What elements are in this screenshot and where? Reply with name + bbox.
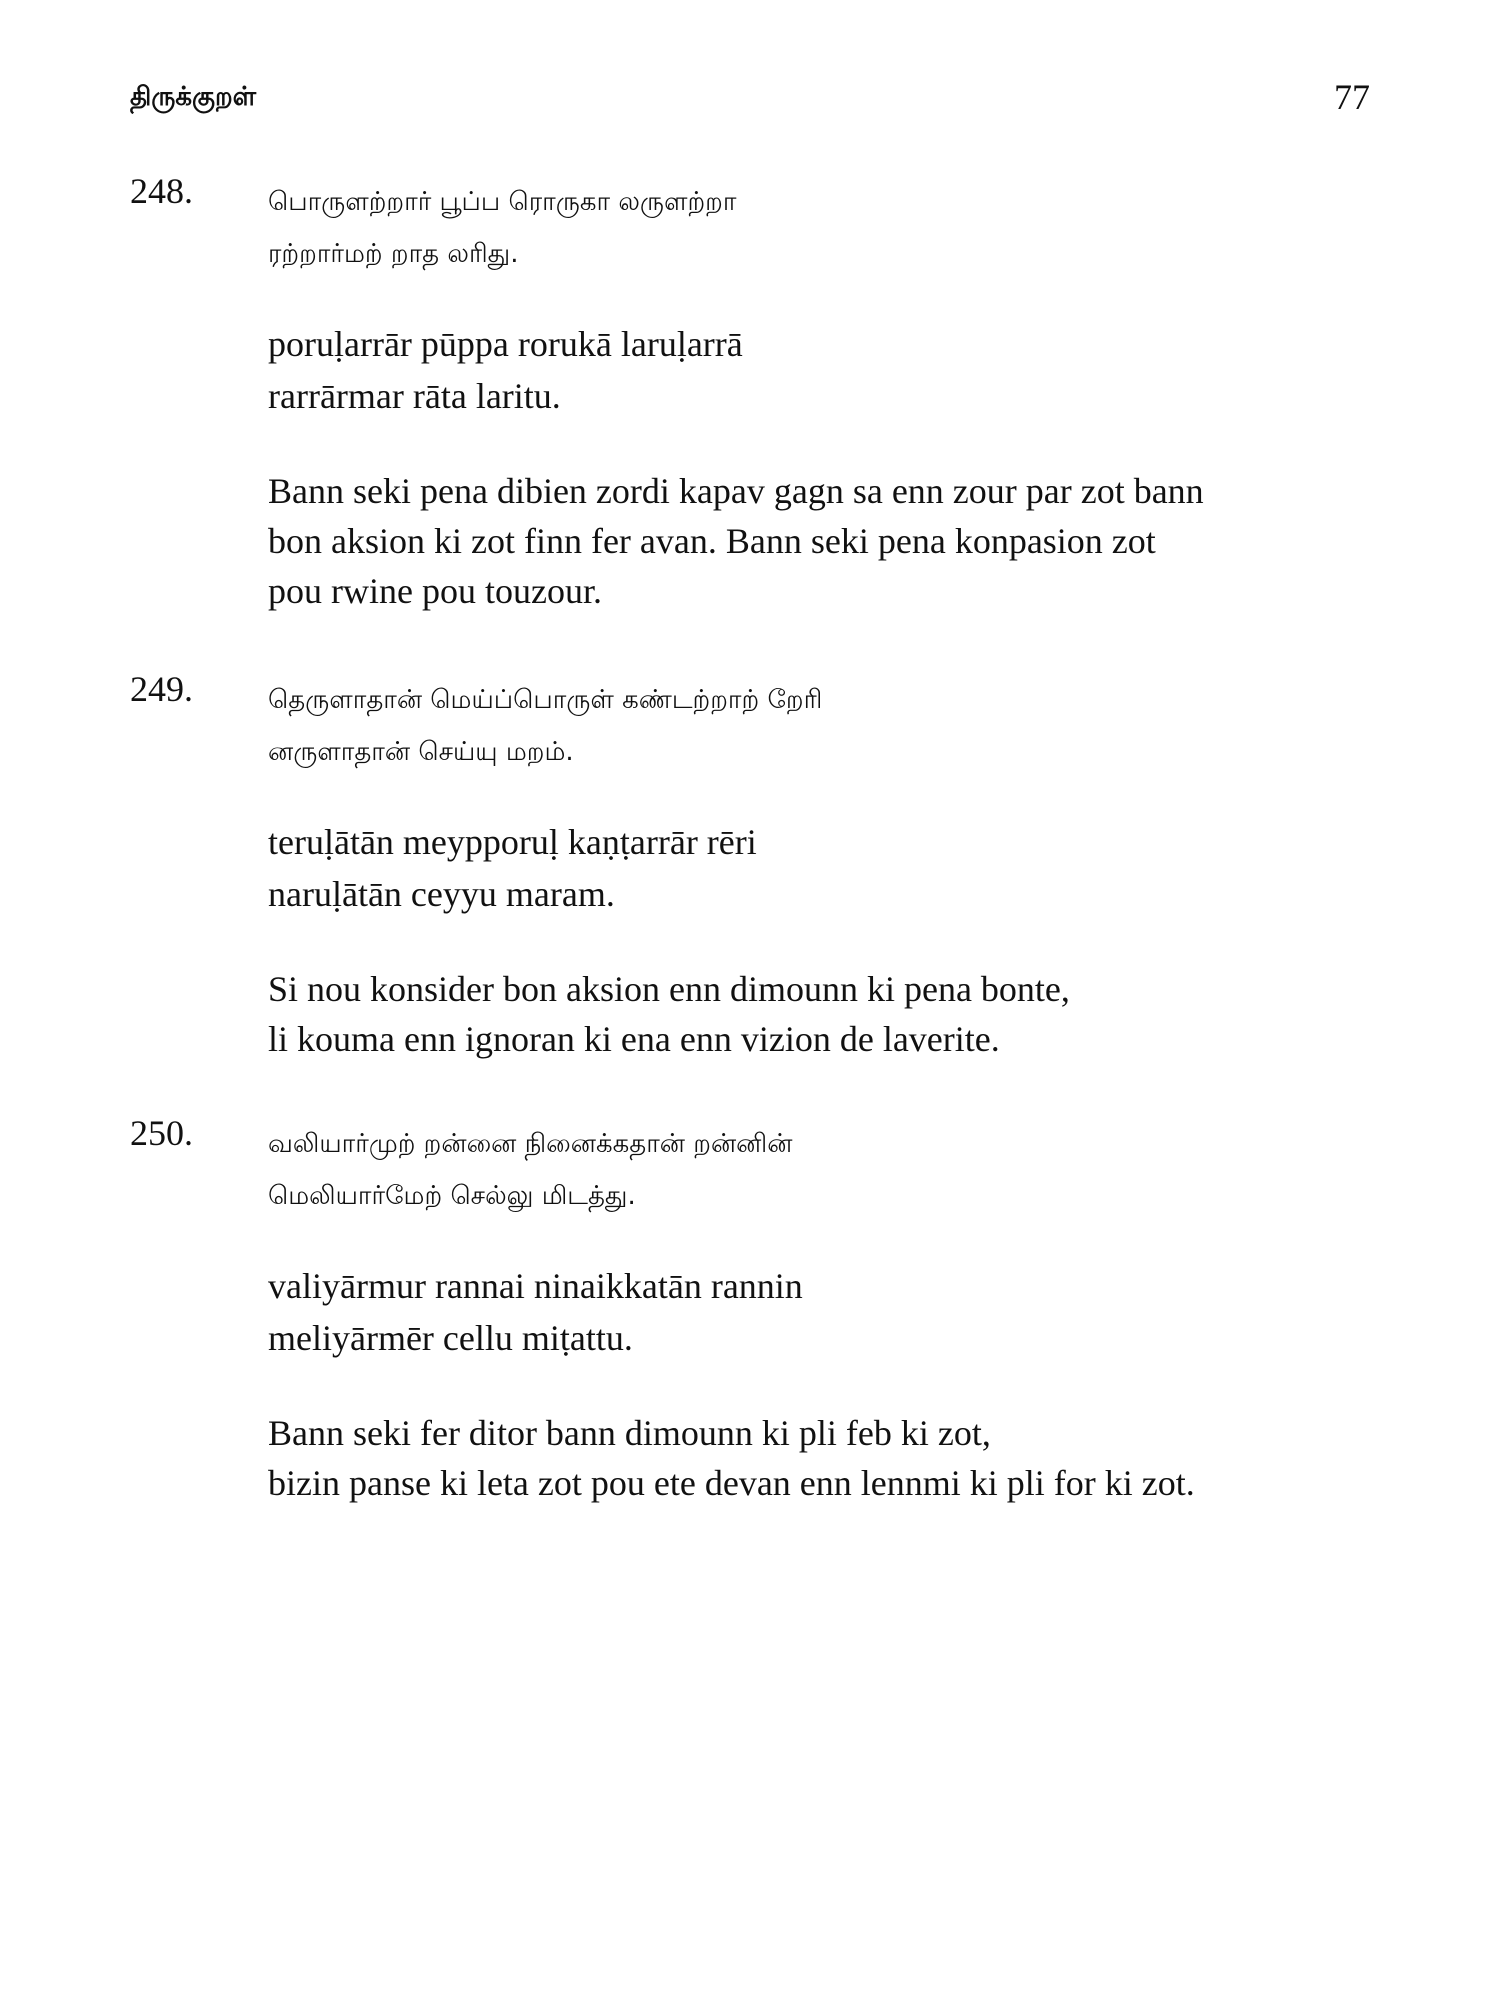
translit-line: teruḷātān meypporuḷ kaṇṭarrār rēri [268, 822, 757, 862]
translation-line: Bann seki fer ditor bann dimounn ki pli feb ki zot, [268, 1413, 991, 1453]
translation [268, 1408, 1378, 1508]
translation-line: Si nou konsider bon aksion enn dimounn ki pena bonte, [268, 969, 1070, 1009]
tamil-line: பொருளற்றார் பூப்ப ரொருகா லருளற்றா [268, 187, 737, 217]
tamil-couplet [268, 1118, 1378, 1222]
verse-number: 248. [130, 171, 193, 211]
tamil-line: மெலியார்மேற் செல்லு மிடத்து. [268, 1181, 636, 1211]
verse-number: 249. [130, 669, 193, 709]
tamil-couplet [268, 176, 1378, 280]
translation-line: pou rwine pou touzour. [268, 571, 602, 611]
transliteration [268, 318, 1378, 422]
translit-line: naruḷātān ceyyu maram. [268, 874, 615, 914]
tamil-line: னருளாதான் செய்யு மறம். [268, 737, 574, 767]
translit-line: rarrārmar rāta laritu. [268, 376, 561, 416]
running-header-title: திருக்குறள் [130, 82, 257, 112]
transliteration [268, 1260, 1378, 1364]
tamil-line: ரற்றார்மற் றாத லரிது. [268, 239, 519, 269]
translit-line: valiyārmur rannai ninaikkatān rannin [268, 1266, 803, 1306]
tamil-couplet [268, 674, 1378, 778]
translation [268, 466, 1378, 616]
tamil-line: தெருளாதான் மெய்ப்பொருள் கண்டற்றாற் றேரி [268, 685, 823, 715]
translation-line: li kouma enn ignoran ki ena enn vizion de laverite. [268, 1019, 1000, 1059]
page-number: 77 [1334, 77, 1370, 117]
translation-line: Bann seki pena dibien zordi kapav gagn sa enn zour par zot bann [268, 471, 1204, 511]
transliteration [268, 816, 1378, 920]
translation-line: bon aksion ki zot finn fer avan. Bann seki pena konpasion zot [268, 521, 1156, 561]
translit-line: meliyārmēr cellu miṭattu. [268, 1318, 633, 1358]
translit-line: poruḷarrār pūppa rorukā laruḷarrā [268, 324, 743, 364]
tamil-line: வலியார்முற் றன்னை நினைக்கதான் றன்னின் [268, 1129, 793, 1159]
translation [268, 964, 1378, 1064]
translation-line: bizin panse ki leta zot pou ete devan enn lennmi ki pli for ki zot. [268, 1463, 1195, 1503]
verse-number: 250. [130, 1113, 193, 1153]
